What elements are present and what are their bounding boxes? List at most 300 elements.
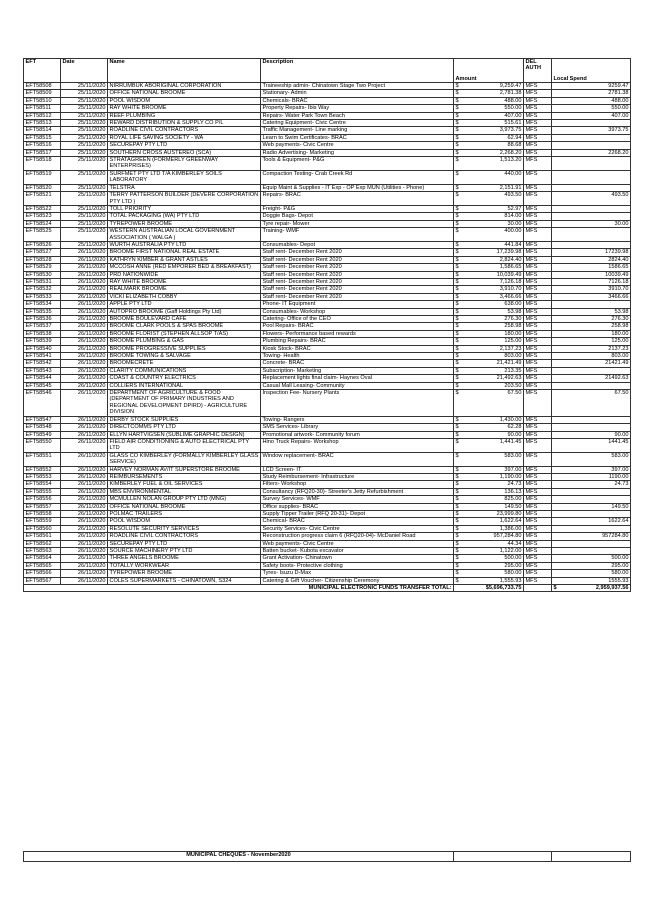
- table-row: [24, 205, 631, 212]
- cell-date: 26/11/2020: [61, 452, 108, 466]
- cell-description: Consultancy (RFQ20-30)- Streeter's Jetty Refurbishment: [261, 488, 454, 495]
- cell-currency: $: [454, 192, 461, 206]
- cell-local-spend: 580.00: [552, 570, 631, 577]
- cell-eft: EFT58538: [24, 330, 61, 337]
- cell-name: BROOME PROGRESSIVE SUPPLIES: [108, 345, 261, 352]
- cell-amount: 17,239.98: [461, 249, 524, 256]
- cell-local-spend: 3466.66: [552, 293, 631, 300]
- cell-eft: EFT58509: [24, 90, 61, 97]
- cell-name: OFFICE NATIONAL BROOME: [108, 503, 261, 510]
- cell-eft: EFT58528: [24, 256, 61, 263]
- cell-amount: 1,622.64: [461, 518, 524, 525]
- cell-amount: 814.00: [461, 213, 524, 220]
- cell-auth: MFS: [524, 301, 552, 308]
- cell-name: DERBY STOCK SUPPLIES: [108, 416, 261, 423]
- cell-name: POOL WISDOM: [108, 97, 261, 104]
- cell-currency: $: [455, 360, 459, 367]
- cell-name: KIMBERLEY FUEL & OIL SERVICES: [108, 481, 261, 488]
- table-row: [24, 353, 631, 360]
- table-row: [24, 170, 631, 184]
- total-local-amount: 2,959,937.56: [595, 585, 629, 592]
- cell-eft: EFT58553: [24, 473, 61, 480]
- cell-currency: $: [455, 142, 459, 149]
- cell-auth: MFS: [524, 496, 552, 503]
- cell-name: BROOME PLUMBING & GAS: [108, 338, 261, 345]
- cell-name: PRD NATIONWIDE: [108, 271, 261, 278]
- cell-name: COAST & COUNTRY ELECTRICS: [108, 375, 261, 382]
- cell-date: 26/11/2020: [61, 271, 108, 278]
- cell-local-spend: [552, 510, 631, 517]
- cell-name: SOUTHERN CROSS AUSTEREO (SCA): [108, 149, 261, 156]
- cell-name: TOTAL PACKAGING (WA) PTY LTD: [108, 213, 261, 220]
- cell-eft: EFT58545: [24, 382, 61, 389]
- cell-date: 26/11/2020: [61, 577, 108, 584]
- cell-description: Consumables- Depot: [261, 241, 454, 248]
- cell-amount: 9,259.47: [461, 83, 524, 90]
- cell-date: 25/11/2020: [61, 213, 108, 220]
- cell-date: 26/11/2020: [61, 256, 108, 263]
- cell-auth: MFS: [524, 481, 552, 488]
- cell-currency: $: [455, 286, 459, 293]
- cell-amount: 125.00: [461, 338, 524, 345]
- cell-description: Inspection Fee- Nursery Plants: [261, 390, 454, 417]
- cell-auth: MFS: [524, 416, 552, 423]
- cell-amount: 24.73: [461, 481, 524, 488]
- cell-auth: MFS: [524, 264, 552, 271]
- cell-currency: $: [455, 367, 459, 374]
- cell-eft: EFT58564: [24, 555, 61, 562]
- header-name: Name: [108, 59, 261, 83]
- cell-amount: 957,284.80: [461, 533, 524, 540]
- cell-description: Security Services- Civic Centre: [261, 525, 454, 532]
- cell-amount: 2,824.40: [461, 256, 524, 263]
- cell-date: 26/11/2020: [61, 533, 108, 540]
- cell-eft: EFT58534: [24, 301, 61, 308]
- cell-date: 25/11/2020: [61, 112, 108, 119]
- cell-eft: EFT58536: [24, 316, 61, 323]
- cell-local-spend: [552, 416, 631, 423]
- header-auth: AUTH: [525, 65, 542, 72]
- cell-currency: $: [455, 481, 459, 488]
- cell-currency: $: [455, 112, 459, 119]
- cell-date: 25/11/2020: [61, 184, 108, 191]
- cell-name: DIRECTCOMMS PTY LTD: [108, 424, 261, 431]
- cell-name: TELSTRA: [108, 184, 261, 191]
- cell-amount: 1,386.00: [461, 525, 524, 532]
- cell-date: 26/11/2020: [61, 473, 108, 480]
- cell-currency: $: [455, 525, 459, 532]
- cell-description: Flowers- Performance based rewards: [261, 330, 454, 337]
- cell-eft: EFT58508: [24, 83, 61, 90]
- cell-currency: $: [454, 157, 461, 171]
- cell-description: Survey Services- WMF: [261, 496, 454, 503]
- cell-eft: EFT58523: [24, 213, 61, 220]
- cell-description: Tools & Equipment- P&G: [261, 157, 454, 171]
- cell-local-spend: [552, 120, 631, 127]
- cell-eft: EFT58551: [24, 452, 61, 466]
- cell-amount: 21,492.63: [461, 375, 524, 382]
- cell-currency: $: [455, 256, 459, 263]
- table-row: [24, 481, 631, 488]
- cell-eft: EFT58549: [24, 431, 61, 438]
- cell-date: 26/11/2020: [61, 510, 108, 517]
- cell-currency: $: [455, 205, 459, 212]
- cell-local-spend: 24.73: [552, 481, 631, 488]
- cell-amount: 62.28: [461, 424, 524, 431]
- cell-name: OFFICE NATIONAL BROOME: [108, 90, 261, 97]
- cell-name: REIMBURSEMENTS: [108, 473, 261, 480]
- header-description: Description: [261, 59, 454, 83]
- table-row: [24, 134, 631, 141]
- cell-date: 25/11/2020: [61, 134, 108, 141]
- table-row: [24, 256, 631, 263]
- cell-auth: MFS: [524, 213, 552, 220]
- cell-eft: EFT58513: [24, 120, 61, 127]
- cell-amount: 583.00: [461, 452, 524, 466]
- cell-amount: 30.00: [461, 220, 524, 227]
- cell-local-spend: 1190.00: [552, 473, 631, 480]
- cell-date: 25/11/2020: [61, 90, 108, 97]
- cell-description: Freight- P&G: [261, 205, 454, 212]
- cell-auth: MFS: [524, 345, 552, 352]
- cell-eft: EFT58563: [24, 548, 61, 555]
- header-amount: Amount: [454, 59, 524, 83]
- cell-name: RESOLUTE SECURITY SERVICES: [108, 525, 261, 532]
- cell-local-spend: 583.00: [552, 452, 631, 466]
- cell-local-spend: 1555.93: [552, 577, 631, 584]
- header-date: Date: [61, 59, 108, 83]
- table-row: [24, 301, 631, 308]
- cell-amount: 21,421.49: [461, 360, 524, 367]
- cell-description: Repairs- Water Park Town Beach: [261, 112, 454, 119]
- cell-currency: $: [455, 241, 459, 248]
- cell-name: SURFMET PTY LTD T/A KIMBERLEY SOILS LABORATORY: [108, 170, 261, 184]
- cell-description: Training- WMF: [261, 228, 454, 242]
- cell-auth: MFS: [524, 249, 552, 256]
- table-row: [24, 308, 631, 315]
- cell-local-spend: 957284.80: [552, 533, 631, 540]
- cell-description: Office supplies- BRAC: [261, 503, 454, 510]
- cell-amount: 500.00: [461, 555, 524, 562]
- table-row: [24, 452, 631, 466]
- cell-eft: EFT58543: [24, 367, 61, 374]
- cell-amount: 2,781.38: [461, 90, 524, 97]
- cheques-table: [23, 851, 631, 862]
- cell-eft: EFT58561: [24, 533, 61, 540]
- cell-auth: MFS: [524, 488, 552, 495]
- cell-currency: $: [455, 488, 459, 495]
- cell-description: Chemical- BRAC: [261, 518, 454, 525]
- cell-name: NIRRUMBUK ABORIGINAL CORPORATION: [108, 83, 261, 90]
- cell-amount: 203.50: [461, 382, 524, 389]
- cheques-cell-local: [552, 852, 631, 862]
- table-body: [24, 83, 631, 585]
- cell-amount: 52.97: [461, 205, 524, 212]
- cell-local-spend: [552, 548, 631, 555]
- cell-eft: EFT58544: [24, 375, 61, 382]
- total-row: [24, 585, 631, 592]
- cell-date: 25/11/2020: [61, 83, 108, 90]
- cell-amount: 441.84: [461, 241, 524, 248]
- cell-currency: $: [455, 338, 459, 345]
- cell-eft: EFT58533: [24, 293, 61, 300]
- cell-date: 26/11/2020: [61, 278, 108, 285]
- cell-amount: 3,910.70: [461, 286, 524, 293]
- table-row: [24, 382, 631, 389]
- cell-currency: $: [455, 308, 459, 315]
- cell-description: Study Reimbursement- Infrastructure: [261, 473, 454, 480]
- cell-auth: MFS: [524, 184, 552, 191]
- table-row: [24, 416, 631, 423]
- cell-currency: $: [455, 264, 459, 271]
- cell-name: COLLIERS INTERNATIONAL: [108, 382, 261, 389]
- table-row: [24, 466, 631, 473]
- cell-currency: $: [455, 316, 459, 322]
- cell-local-spend: [552, 367, 631, 374]
- table-row: [24, 577, 631, 584]
- cell-local-spend: 53.98: [552, 308, 631, 315]
- table-row: [24, 375, 631, 382]
- cell-eft: EFT58530: [24, 271, 61, 278]
- cell-auth: MFS: [524, 466, 552, 473]
- cell-currency: $: [455, 301, 459, 308]
- cell-eft: EFT58517: [24, 149, 61, 156]
- table-row: [24, 120, 631, 127]
- cell-currency: $: [455, 555, 459, 562]
- cell-date: 26/11/2020: [61, 570, 108, 577]
- cell-amount: 1,513.20: [461, 157, 524, 171]
- cell-auth: MFS: [524, 533, 552, 540]
- cell-auth: MFS: [524, 562, 552, 569]
- table-row: [24, 533, 631, 540]
- table-row: [24, 570, 631, 577]
- table-row: [24, 220, 631, 227]
- cell-description: LCD Screen- IT: [261, 466, 454, 473]
- cell-currency: $: [455, 134, 459, 141]
- cell-eft: EFT58524: [24, 220, 61, 227]
- table-row: [24, 249, 631, 256]
- cell-name: BROOME FIRST NATIONAL REAL ESTATE: [108, 249, 261, 256]
- cell-date: 26/11/2020: [61, 488, 108, 495]
- cell-auth: MFS: [524, 220, 552, 227]
- cell-currency: $: [455, 271, 459, 278]
- cell-auth: MFS: [524, 473, 552, 480]
- cell-date: 26/11/2020: [61, 540, 108, 547]
- table-row: [24, 278, 631, 285]
- cell-eft: EFT58539: [24, 338, 61, 345]
- cell-currency: $: [455, 510, 459, 517]
- cell-description: Grant Activation- Chinatown: [261, 555, 454, 562]
- cell-local-spend: [552, 241, 631, 248]
- cell-date: 25/11/2020: [61, 170, 108, 184]
- cell-amount: 488.00: [461, 97, 524, 104]
- cell-eft: EFT58518: [24, 157, 61, 171]
- table-row: [24, 540, 631, 547]
- cell-date: 26/11/2020: [61, 301, 108, 308]
- cell-amount: 1,122.00: [461, 548, 524, 555]
- cell-eft: EFT58527: [24, 249, 61, 256]
- cell-local-spend: 67.50: [552, 390, 631, 417]
- cell-name: RAY WHITE BROOME: [108, 278, 261, 285]
- cell-eft: EFT58557: [24, 503, 61, 510]
- table-row: [24, 105, 631, 112]
- cell-description: Property Repairs- Ibis Way: [261, 105, 454, 112]
- cell-description: Safety boots- Protective clothing: [261, 562, 454, 569]
- cell-currency: $: [455, 375, 459, 382]
- cell-currency: $: [454, 228, 461, 242]
- cell-local-spend: [552, 525, 631, 532]
- cell-amount: 397.00: [461, 466, 524, 473]
- cell-currency: $: [455, 577, 459, 584]
- cell-eft: EFT58554: [24, 481, 61, 488]
- cell-currency: $: [454, 438, 461, 452]
- cell-name: TOTALLY WORKWEAR: [108, 562, 261, 569]
- cell-date: 26/11/2020: [61, 555, 108, 562]
- cell-name: TYREPOWER BROOME: [108, 570, 261, 577]
- cell-amount: 180.00: [461, 330, 524, 337]
- cell-description: Window replacement- BRAC: [261, 452, 454, 466]
- cell-local-spend: 2268.20: [552, 149, 631, 156]
- cell-auth: MFS: [524, 353, 552, 360]
- cell-name: BROOME BOULEVARD CAFE: [108, 316, 261, 323]
- cell-currency: $: [455, 97, 459, 104]
- cell-auth: MFS: [524, 431, 552, 438]
- cell-description: Tyres- Isuzu D-Max: [261, 570, 454, 577]
- cell-date: 26/11/2020: [61, 360, 108, 367]
- cell-currency: $: [455, 562, 459, 569]
- cell-date: 25/11/2020: [61, 157, 108, 171]
- cell-description: Staff rent- December Rent 2020: [261, 286, 454, 293]
- cell-local-spend: 803.00: [552, 353, 631, 360]
- cell-amount: 1,441.45: [461, 438, 524, 452]
- table-row: [24, 142, 631, 149]
- table-row: [24, 438, 631, 452]
- cell-description: Batten bucket- Kubota excavator: [261, 548, 454, 555]
- table-row: [24, 184, 631, 191]
- cell-description: Radio Advertising- Marketing: [261, 149, 454, 156]
- cell-eft: EFT58567: [24, 577, 61, 584]
- table-row: [24, 157, 631, 171]
- cell-auth: MFS: [524, 170, 552, 184]
- cell-date: 26/11/2020: [61, 562, 108, 569]
- cell-amount: 3,466.66: [461, 293, 524, 300]
- table-row: [24, 367, 631, 374]
- cell-description: Staff rent- December Rent 2020: [261, 293, 454, 300]
- cell-currency: $: [455, 127, 459, 134]
- cell-amount: 1,586.65: [461, 264, 524, 271]
- cell-currency: $: [455, 570, 459, 577]
- cell-amount: 149.50: [461, 503, 524, 510]
- cell-name: WURTH AUSTRALIA PTY LTD: [108, 241, 261, 248]
- cell-description: Kiosk Stock- BRAC: [261, 345, 454, 352]
- cell-name: TERRY PATTERSON BUILDER (DEVERE CORPORATION PTY LTD ): [108, 192, 261, 206]
- cell-local-spend: 397.00: [552, 466, 631, 473]
- cell-description: Promotional artwork- Community forum: [261, 431, 454, 438]
- cell-amount: 44.34: [461, 540, 524, 547]
- cell-date: 26/11/2020: [61, 330, 108, 337]
- cell-local-spend: 276.30: [552, 316, 631, 323]
- cell-date: 26/11/2020: [61, 416, 108, 423]
- cell-local-spend: [552, 157, 631, 171]
- cell-amount: 803.00: [461, 353, 524, 360]
- cell-currency: $: [455, 473, 459, 480]
- cell-name: RAY WHITE BROOME: [108, 105, 261, 112]
- cell-auth: MFS: [524, 525, 552, 532]
- cell-currency: $: [455, 105, 459, 112]
- cell-amount: 295.00: [461, 562, 524, 569]
- cell-auth: MFS: [524, 438, 552, 452]
- cell-description: Web payments- Civic Centre: [261, 540, 454, 547]
- table-row: [24, 488, 631, 495]
- cell-date: 25/11/2020: [61, 127, 108, 134]
- cell-local-spend: [552, 496, 631, 503]
- cell-name: COLES SUPERMARKETS - CHINATOWN, S324: [108, 577, 261, 584]
- cell-auth: MFS: [524, 278, 552, 285]
- cell-date: 26/11/2020: [61, 431, 108, 438]
- cell-eft: EFT58535: [24, 308, 61, 315]
- total-label: MUNICIPAL ELECTRONIC FUNDS TRANSFER TOTAL:: [24, 585, 454, 592]
- table-row: [24, 360, 631, 367]
- cell-currency: $: [455, 184, 459, 191]
- cell-local-spend: 17239.98: [552, 249, 631, 256]
- cell-auth: MFS: [524, 316, 552, 323]
- cell-description: Equip Maint & Supplies - IT Exp - OP Exp MUN (Utilities - Phone): [261, 184, 454, 191]
- cell-description: Towing- Health: [261, 353, 454, 360]
- total-amount: $5,696,733.75: [454, 585, 524, 592]
- cell-name: ROADLINE CIVIL CONTRACTORS: [108, 127, 261, 134]
- cell-currency: $: [455, 330, 459, 337]
- table-row: [24, 127, 631, 134]
- header-row: [24, 59, 631, 83]
- cell-currency: $: [455, 249, 459, 256]
- cell-amount: 90.00: [461, 431, 524, 438]
- cell-auth: MFS: [524, 382, 552, 389]
- cell-name: MCCOSH ANNE (RED EMPORER BED & BREAKFAST): [108, 264, 261, 271]
- cell-description: Traffic Management- Line marking: [261, 127, 454, 134]
- cell-currency: $: [455, 466, 459, 473]
- cell-amount: 550.00: [461, 105, 524, 112]
- cell-auth: MFS: [524, 228, 552, 242]
- table-row: [24, 431, 631, 438]
- cell-auth: MFS: [524, 570, 552, 577]
- cell-currency: $: [455, 213, 459, 220]
- cell-eft: EFT58514: [24, 127, 61, 134]
- cell-name: ELLYN HARTVIGSEN (SUBLIME GRAPHIC DESIGN): [108, 431, 261, 438]
- cell-local-spend: 2781.38: [552, 90, 631, 97]
- cell-eft: EFT58560: [24, 525, 61, 532]
- cell-currency: $: [455, 496, 459, 503]
- cell-date: 26/11/2020: [61, 438, 108, 452]
- cell-amount: 1,190.00: [461, 473, 524, 480]
- cell-eft: EFT58515: [24, 134, 61, 141]
- cell-name: TYREPOWER BROOME: [108, 220, 261, 227]
- cell-local-spend: [552, 301, 631, 308]
- cell-auth: MFS: [524, 90, 552, 97]
- table-row: [24, 424, 631, 431]
- cell-date: 25/11/2020: [61, 192, 108, 206]
- cell-name: SOURCE MACHINERY PTY LTD: [108, 548, 261, 555]
- cell-name: KATHRYN KIMBER & GRANT ASTLES: [108, 256, 261, 263]
- table-row: [24, 316, 631, 323]
- cell-auth: MFS: [524, 330, 552, 337]
- cell-amount: 53.98: [461, 308, 524, 315]
- cell-description: Compaction Testing- Crab Creek Rd: [261, 170, 454, 184]
- cell-description: Towing- Rangers: [261, 416, 454, 423]
- cell-local-spend: 30.00: [552, 220, 631, 227]
- table-row: [24, 213, 631, 220]
- cell-local-spend: 10039.49: [552, 271, 631, 278]
- cell-local-spend: 3910.70: [552, 286, 631, 293]
